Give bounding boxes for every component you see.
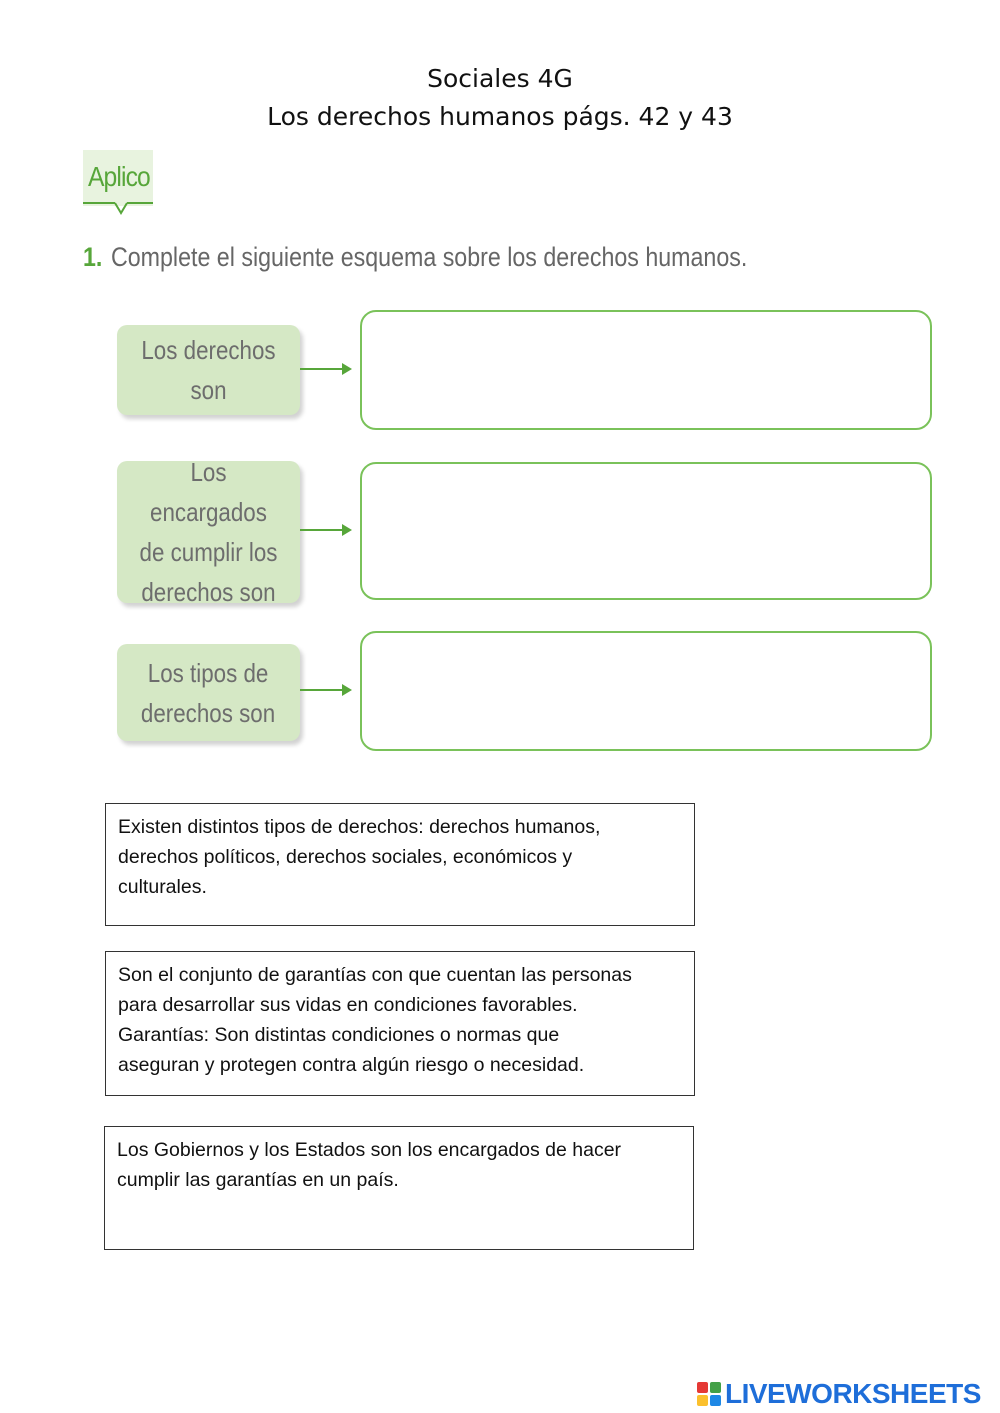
- draggable-answer-responsible[interactable]: Los Gobiernos y los Estados son los encargados de hacer cumplir las garantías en un país.: [104, 1126, 694, 1250]
- brand-name: LIVEWORKSHEETS: [725, 1378, 981, 1409]
- scheme-label-1: [117, 325, 300, 415]
- scheme-label-3: [117, 644, 300, 741]
- aplico-tag: [83, 150, 153, 206]
- answer-drop-zone-2[interactable]: [360, 462, 932, 600]
- scheme-label-text: Los derechos son: [141, 335, 276, 405]
- scheme-label-text: Los encargados de cumplir los derechos son: [139, 457, 278, 607]
- arrow-right-icon: [300, 360, 356, 378]
- aplico-underline-icon: [83, 199, 155, 219]
- liveworksheets-logo-icon: [697, 1382, 721, 1406]
- page-title: Sociales 4G: [427, 64, 573, 93]
- aplico-label: Aplico: [88, 161, 150, 192]
- answer-drop-zone-1[interactable]: [360, 310, 932, 430]
- arrow-right-icon: [300, 521, 356, 539]
- page-subtitle: Los derechos humanos págs. 42 y 43: [267, 102, 733, 131]
- instruction-text: Complete el siguiente esquema sobre los derechos humanos.: [110, 242, 748, 272]
- draggable-answer-definition[interactable]: Son el conjunto de garantías con que cuentan las personas para desarrollar sus vidas en condiciones favorables. Garantías: Son distintas condiciones o normas que aseguran y protegen contra algún riesgo o necesidad.: [105, 951, 695, 1096]
- draggable-answer-types[interactable]: Existen distintos tipos de derechos: derechos humanos, derechos políticos, derechos sociales, económicos y culturales.: [105, 803, 695, 926]
- liveworksheets-brand: [697, 1378, 981, 1410]
- answer-drop-zone-3[interactable]: [360, 631, 932, 751]
- arrow-right-icon: [300, 681, 356, 699]
- exercise-number: 1.: [83, 242, 103, 272]
- exercise-instruction: [83, 242, 747, 273]
- scheme-label-2: [117, 457, 300, 607]
- scheme-label-text: Los tipos de derechos son: [141, 657, 276, 728]
